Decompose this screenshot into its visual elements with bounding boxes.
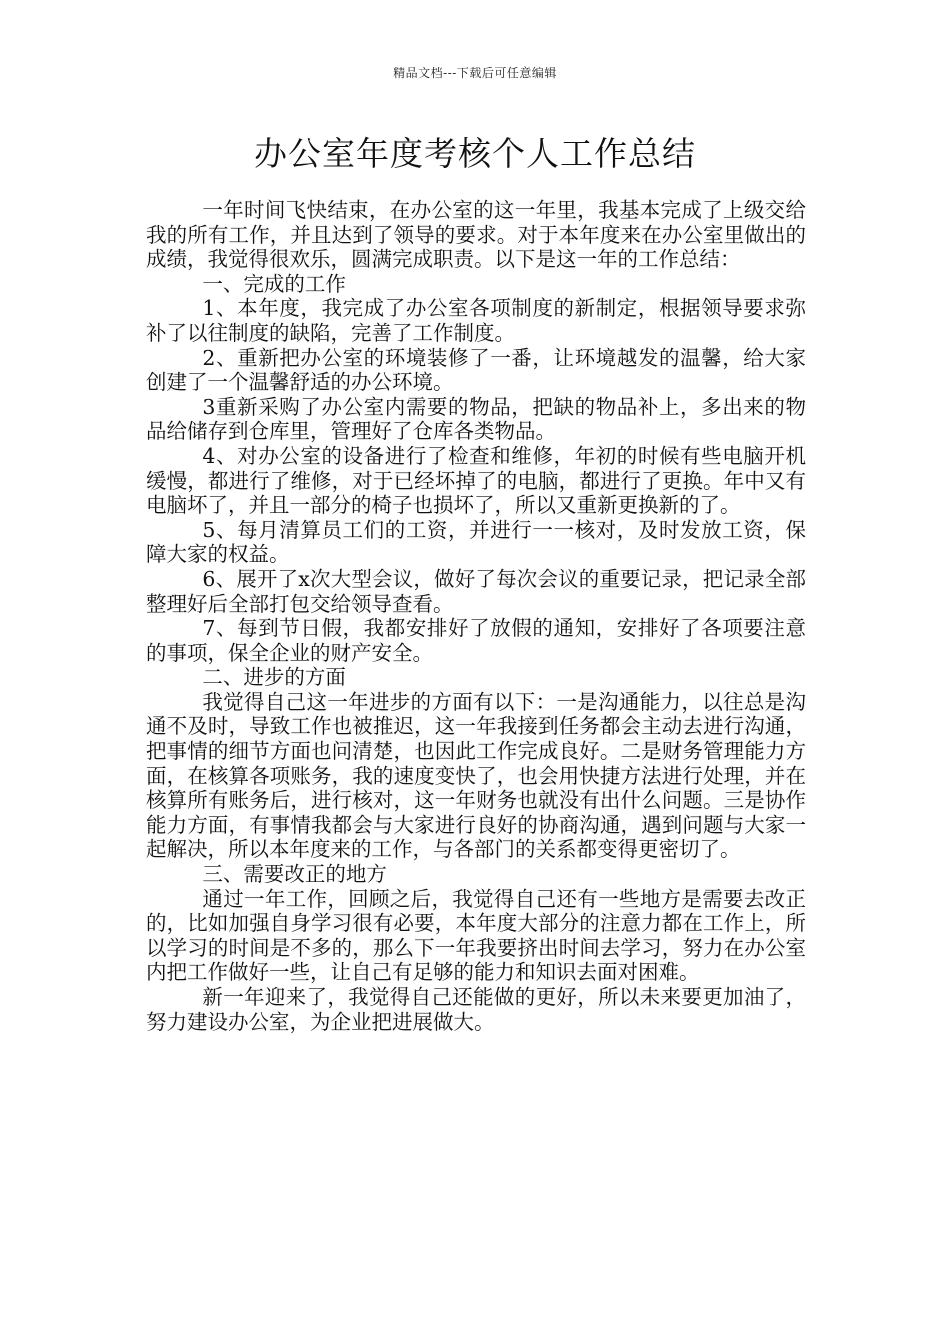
progress-paragraph: 我觉得自己这一年进步的方面有以下：一是沟通能力，以往总是沟通不及时，导致工作也被推迟，这一年我接到任务都会主动去进行沟通，把事情的细节方面也问清楚，也因此工作完成良好。二是财务管理能力方面，在核算各项账务，我的速度变快了，也会用快捷方法进行处理，并在核算所有账务后，进行核对，这一年财务也就没有出什么问题。三是协作能力方面，有事情我都会与大家进行良好的协商沟通，遇到问题与大家一起解决，所以本年度来的工作，与各部门的关系都变得更密切了。 <box>146 689 806 862</box>
closing-paragraph: 新一年迎来了，我觉得自己还能做的更好，所以未来要更加油了，努力建设办公室，为企业把进展做大。 <box>146 985 806 1034</box>
intro-paragraph: 一年时间飞快结束，在办公室的这一年里，我基本完成了上级交给我的所有工作，并且达到了领导的要求。对于本年度来在办公室里做出的成绩，我觉得很欢乐，圆满完成职责。以下是这一年的工作总结： <box>146 198 806 272</box>
section-heading-improvements: 三、需要改正的地方 <box>202 862 387 887</box>
document-title: 办公室年度考核个人工作总结 <box>254 134 696 173</box>
document-body <box>146 198 806 1034</box>
list-item: 5、每月清算员工们的工资，并进行一一核对，及时发放工资，保障大家的权益。 <box>146 517 806 567</box>
section-heading-progress: 二、进步的方面 <box>202 665 346 690</box>
header-note: 精品文档---下载后可任意编辑 <box>393 66 557 80</box>
list-item: 6、展开了x次大型会议，做好了每次会议的重要记录，把记录全部整理好后全部打包交给领导查看。 <box>146 566 806 616</box>
list-item: 4、对办公室的设备进行了检查和维修，年初的时候有些电脑开机缓慢，都进行了维修，对于已经坏掉了的电脑，都进行了更换。年中又有电脑坏了，并且一部分的椅子也损坏了，所以又重新更换新的了。 <box>146 443 806 518</box>
list-item: 3重新采购了办公室内需要的物品，把缺的物品补上，多出来的物品给储存到仓库里，管理好了仓库各类物品。 <box>146 394 806 444</box>
section-heading-completed-work: 一、完成的工作 <box>202 271 346 296</box>
list-item: 2、重新把办公室的环境装修了一番，让环境越发的温馨，给大家创建了一个温馨舒适的办公环境。 <box>146 345 806 395</box>
list-item: 7、每到节日假，我都安排好了放假的通知，安排好了各项要注意的事项，保全企业的财产安全。 <box>146 616 806 665</box>
list-item: 1、本年度，我完成了办公室各项制度的新制定，根据领导要求弥补了以往制度的缺陷，完善了工作制度。 <box>146 296 806 345</box>
improvements-paragraph: 通过一年工作，回顾之后，我觉得自己还有一些地方是需要去改正的，比如加强自身学习很有必要，本年度大部分的注意力都在工作上，所以学习的时间是不多的，那么下一年我要挤出时间去学习，努力在办公室内把工作做好一些，让自己有足够的能力和知识去面对困难。 <box>146 886 806 985</box>
